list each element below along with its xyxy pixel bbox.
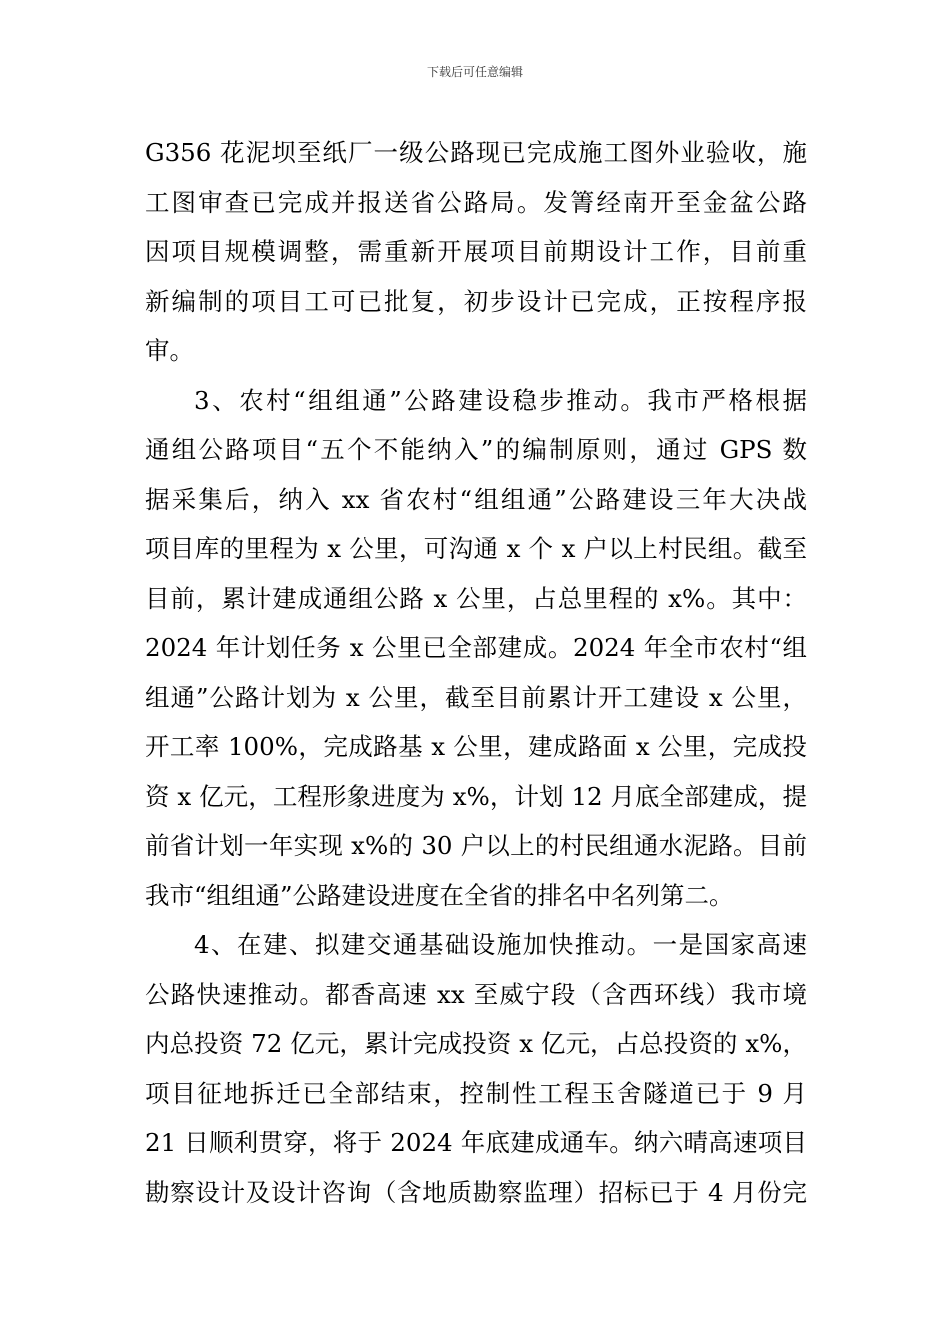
text-line: 我市“组组通”公路建设进度在全省的排名中名列第二。 <box>145 880 734 910</box>
text-line: 据采集后，纳入 xx 省农村“组组通”公路建设三年大决战 <box>145 484 807 514</box>
text-line: 3、农村“组组通”公路建设稳步推动。我市严格根据 <box>194 385 807 415</box>
text-line: 目前，累计建成通组公路 x 公里，占总里程的 x%。其中： <box>145 583 807 613</box>
document-body <box>145 128 807 1217</box>
text-line: 前省计划一年实现 x%的 30 户以上的村民组通水泥路。目前 <box>145 831 807 860</box>
page-header: 下载后可任意编辑 <box>426 65 523 79</box>
text-line: 工图审查已完成并报送省公路局。发箐经南开至金盆公路 <box>145 187 807 217</box>
text-line: 新编制的项目工可已批复，初步设计已完成，正按程序报 <box>145 286 807 316</box>
text-line: G356 花泥坝至纸厂一级公路现已完成施工图外业验收，施 <box>145 138 807 167</box>
text-line: 21 日顺利贯穿，将于 2024 年底建成通车。纳六晴高速项目 <box>145 1128 807 1157</box>
paragraph <box>145 920 807 1217</box>
text-line: 资 x 亿元，工程形象进度为 x%，计划 12 月底全部建成，提 <box>145 781 807 811</box>
text-line: 公路快速推动。都香高速 xx 至威宁段（含西环线）我市境 <box>145 979 807 1009</box>
text-line: 项目库的里程为 x 公里，可沟通 x 个 x 户以上村民组。截至 <box>145 534 807 563</box>
text-line: 开工率 100%，完成路基 x 公里，建成路面 x 公里，完成投 <box>145 732 807 761</box>
text-line: 组通”公路计划为 x 公里，截至目前累计开工建设 x 公里， <box>145 682 807 712</box>
paragraph <box>145 128 807 376</box>
text-line: 项目征地拆迁已全部结束，控制性工程玉舍隧道已于 9 月 <box>145 1078 807 1108</box>
text-line: 因项目规模调整，需重新开展项目前期设计工作，目前重 <box>145 237 807 266</box>
text-line: 通组公路项目“五个不能纳入”的编制原则，通过 GPS 数 <box>145 435 807 464</box>
text-line: 审。 <box>145 336 194 365</box>
paragraph <box>145 376 807 921</box>
text-line: 2024 年计划任务 x 公里已全部建成。2024 年全市农村“组 <box>145 633 807 662</box>
text-line: 4、在建、拟建交通基础设施加快推动。一是国家高速 <box>194 930 807 959</box>
text-line: 勘察设计及设计咨询（含地质勘察监理）招标已于 4 月份完 <box>145 1177 807 1207</box>
text-line: 内总投资 72 亿元，累计完成投资 x 亿元，占总投资的 x%， <box>145 1029 807 1058</box>
